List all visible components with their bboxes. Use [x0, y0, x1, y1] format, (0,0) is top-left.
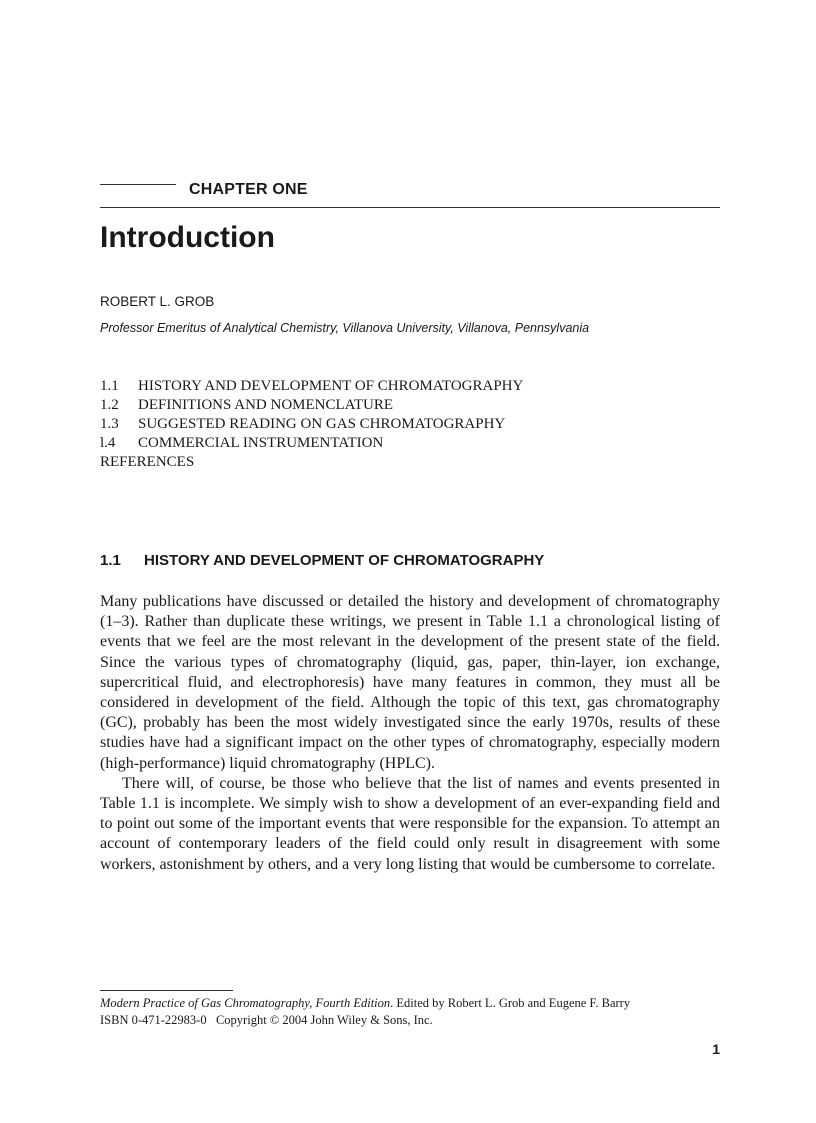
chapter-title: Introduction: [100, 221, 275, 254]
toc-item-title: DEFINITIONS AND NOMENCLATURE: [138, 397, 393, 413]
section-number: 1.1: [100, 552, 121, 569]
section-heading: [100, 551, 544, 571]
author-affiliation: Professor Emeritus of Analytical Chemistry, Villanova University, Villanova, Pennsylvania: [100, 321, 590, 335]
toc-item-number: 1.2: [100, 397, 119, 413]
toc-item-title: REFERENCES: [100, 454, 195, 470]
chapter-contents: [100, 377, 523, 472]
footnote-citation: [100, 995, 720, 1012]
toc-item-number: 1.3: [100, 416, 119, 432]
document-page: [100, 0, 720, 1123]
toc-item: [100, 377, 523, 396]
editors: . Edited by Robert L. Grob and Eugene F. Barry: [390, 996, 631, 1010]
footnote: [100, 995, 720, 1029]
section-body: [100, 592, 720, 875]
page-number: 1: [712, 1041, 720, 1057]
section-title: HISTORY AND DEVELOPMENT OF CHROMATOGRAPHY: [144, 552, 545, 569]
toc-item-number: 1.1: [100, 378, 119, 394]
chapter-short-rule: [100, 184, 176, 185]
chapter-label: CHAPTER ONE: [189, 181, 308, 198]
footnote-rule: [100, 990, 233, 991]
book-title: Modern Practice of Gas Chromatography, Fourth Edition: [100, 996, 391, 1010]
toc-item-title: HISTORY AND DEVELOPMENT OF CHROMATOGRAPHY: [138, 378, 524, 394]
isbn-copyright: ISBN 0-471-22983-0 Copyright © 2004 John Wiley & Sons, Inc.: [100, 1013, 433, 1027]
toc-item: [100, 415, 523, 434]
author-name: ROBERT L. GROB: [100, 294, 215, 309]
body-paragraph: There will, of course, be those who believe that the list of names and events presented in Table 1.1 is incomplete. We simply wish to show a development of an ever-expanding field and to point out some of the important events that were responsible for the expansion. To attempt an account of contemporary leaders of the field could only result in disagreement with some workers, astonishment by others, and a very long listing that would be cumbersome to correlate.: [100, 774, 720, 873]
toc-item-title: SUGGESTED READING ON GAS CHROMATOGRAPHY: [138, 416, 506, 432]
body-paragraph: Many publications have discussed or detailed the history and development of chromatography (1–3). Rather than duplicate these writings, we present in Table 1.1 a chronological listing of events that we feel are the most relevant in the development of the present state of the field. Since the various types of chromatography (liquid, gas, paper, thin-layer, ion exchange, supercritical fluid, and electrophoresis) have many features in common, they must all be considered in development of the field. Although the topic of this text, gas chromatography (GC), probably has been the most widely investigated since the early 1970s, results of these studies have had a significant impact on the other types of chromatography, especially modern (high-performance) liquid chromatography (HPLC).: [100, 593, 720, 772]
toc-item-number: l.4: [100, 435, 116, 451]
toc-item: [100, 396, 523, 415]
chapter-divider: [100, 207, 720, 208]
toc-item: [100, 434, 523, 453]
toc-item-title: COMMERCIAL INSTRUMENTATION: [138, 435, 384, 451]
toc-item-references: [100, 453, 523, 472]
